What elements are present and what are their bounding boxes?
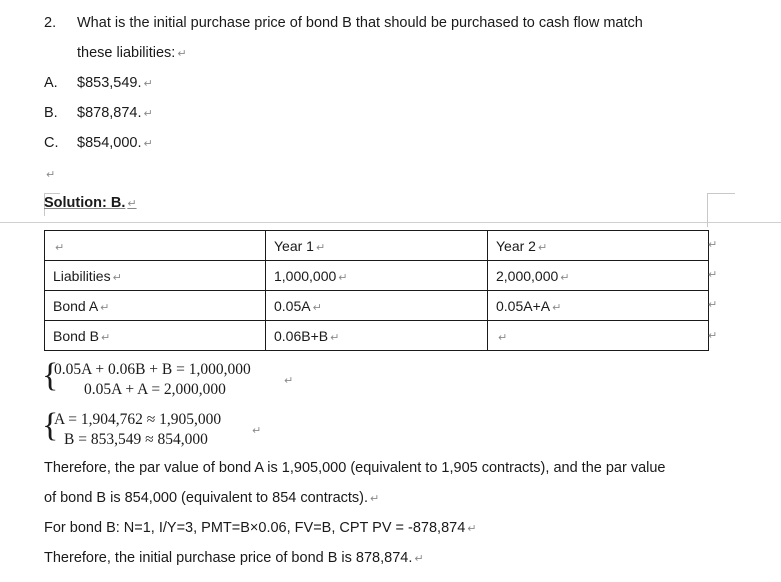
- question-text-line2: these liabilities: ↵: [77, 45, 187, 61]
- paragraph-mark: ↵: [177, 48, 187, 60]
- paragraph-mark: ↵: [370, 493, 380, 505]
- calculator-inputs: For bond B: N=1, I/Y=3, PMT=B×0.06, FV=B, CPT PV = -878,874 ↵: [44, 520, 477, 536]
- option-letter-b: B.: [44, 105, 58, 121]
- paragraph-mark: ↵: [143, 138, 153, 150]
- paragraph-mark: ↵: [284, 375, 294, 387]
- option-a: $853,549. ↵: [77, 75, 153, 91]
- paragraph-mark: ↵: [552, 301, 562, 314]
- solution-label: Solution: B. ↵: [44, 195, 137, 211]
- crop-mark-top-right: [707, 193, 735, 194]
- table-cell: 0.06B+B ↵: [266, 321, 488, 351]
- paragraph-mark: ↵: [414, 553, 424, 565]
- paragraph-mark: ↵: [312, 301, 322, 314]
- table-cell: Liabilities ↵: [45, 261, 266, 291]
- table-header-row: [45, 231, 709, 261]
- crop-mark-top-left: [44, 193, 60, 194]
- row-end-mark: ↵: [708, 269, 718, 281]
- crop-mark-right-vertical: [707, 193, 708, 227]
- row-end-mark: ↵: [708, 299, 718, 311]
- table-row: [45, 261, 709, 291]
- table-header-year1: Year 1 ↵: [266, 231, 488, 261]
- equation-brace: {: [42, 357, 59, 394]
- paragraph-mark: ↵: [537, 241, 548, 254]
- row-end-mark: ↵: [708, 239, 718, 251]
- final-answer: Therefore, the initial purchase price of bond B is 878,874. ↵: [44, 550, 424, 566]
- row-end-mark: ↵: [708, 330, 718, 342]
- equation-2-line2: B = 853,549 ≈ 854,000: [64, 431, 208, 448]
- paragraph-mark: ↵: [127, 198, 137, 210]
- paragraph-mark: ↵: [100, 331, 111, 344]
- table-row: [45, 291, 709, 321]
- paragraph-mark: ↵: [338, 271, 348, 284]
- option-letter-a: A.: [44, 75, 58, 91]
- paragraph-mark: ↵: [143, 108, 153, 120]
- question-text-line1: What is the initial purchase price of bond B that should be purchased to cash flow match: [77, 15, 643, 31]
- option-b: $878,874. ↵: [77, 105, 153, 121]
- table-cell: 1,000,000 ↵: [266, 261, 488, 291]
- table-cell: [488, 321, 709, 351]
- page-boundary-line: [0, 222, 781, 223]
- table-cell: [45, 231, 266, 261]
- paragraph-mark: ↵: [330, 331, 340, 344]
- equation-1-line1: 0.05A + 0.06B + B = 1,000,000: [54, 361, 251, 378]
- table-cell: Bond B ↵: [45, 321, 266, 351]
- paragraph-mark: ↵: [498, 331, 508, 344]
- option-c: $854,000. ↵: [77, 135, 153, 151]
- paragraph-mark: ↵: [55, 241, 65, 254]
- paragraph-mark: ↵: [467, 523, 477, 535]
- empty-paragraph-mark: ↵: [46, 169, 56, 181]
- paragraph-mark: ↵: [315, 241, 326, 254]
- option-letter-c: C.: [44, 135, 59, 151]
- table-cell: 0.05A ↵: [266, 291, 488, 321]
- paragraph-mark: ↵: [560, 271, 570, 284]
- paragraph-mark: ↵: [143, 78, 153, 90]
- paragraph-mark: ↵: [112, 271, 122, 284]
- equation-brace: {: [42, 407, 59, 444]
- table-cell: Bond A ↵: [45, 291, 266, 321]
- table-cell: 0.05A+A ↵: [488, 291, 709, 321]
- conclusion-line1: Therefore, the par value of bond A is 1,905,000 (equivalent to 1,905 contracts), and the par value: [44, 460, 666, 476]
- paragraph-mark: ↵: [252, 425, 262, 437]
- table-header-year2: Year 2 ↵: [488, 231, 709, 261]
- table-row: [45, 321, 709, 351]
- conclusion-line2: of bond B is 854,000 (equivalent to 854 contracts). ↵: [44, 490, 380, 506]
- cash-flow-table: [44, 230, 709, 351]
- equation-1-line2: 0.05A + A = 2,000,000: [84, 381, 226, 398]
- table-cell: 2,000,000 ↵: [488, 261, 709, 291]
- question-number: 2.: [44, 15, 57, 31]
- paragraph-mark: ↵: [100, 301, 110, 314]
- equation-2-line1: A = 1,904,762 ≈ 1,905,000: [54, 411, 222, 428]
